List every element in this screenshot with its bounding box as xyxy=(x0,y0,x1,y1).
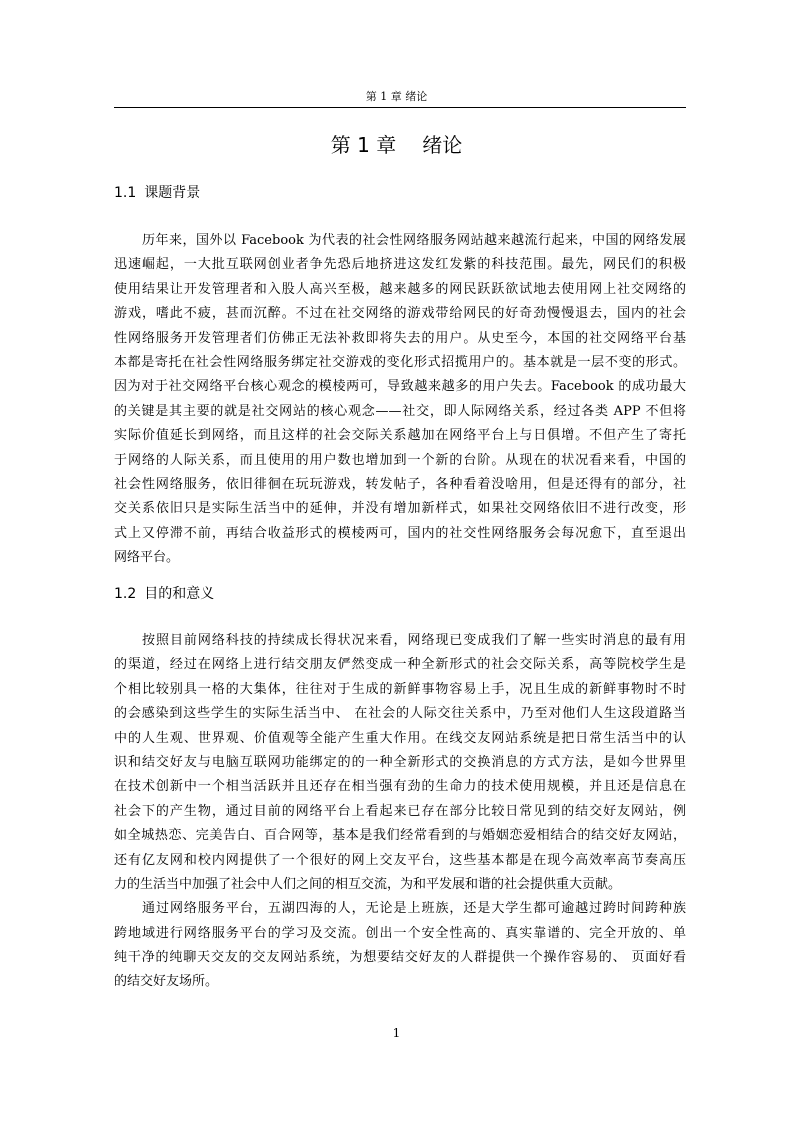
section-title: 目的和意义 xyxy=(144,586,215,602)
paragraph-line: 使用结果让开发管理者和入股人高兴至极，越来越多的网民跃跃欲试地去使用网上社交网络的 xyxy=(114,281,686,297)
paragraph-line: 如全城热恋、完美告白、百合网等，基本是我们经常看到的与婚姻恋爱相结合的结交好友网站， xyxy=(114,828,686,844)
paragraph-line: 还有亿友网和校内网提供了一个很好的网上交友平台，这些基本都是在现今高效率高节奏高压 xyxy=(114,852,686,868)
header-rule xyxy=(114,107,686,108)
paragraph-line: 于网络的人际关系，而且使用的用户数也增加到一个新的台阶。从现在的状况看来看，中国的 xyxy=(114,452,686,468)
section-heading-1-1 xyxy=(114,183,200,203)
paragraph-line: 历年来，国外以 Facebook 为代表的社会性网络服务网站越来越流行起来，中国的网络发展 xyxy=(142,233,686,248)
chapter-name: 绪论 xyxy=(422,133,463,157)
paragraph-line: 识和结交好友与电脑互联网功能绑定的的一种全新形式的交换消息的方式方法，是如今世界里 xyxy=(114,754,686,770)
page-number: 1 xyxy=(392,1026,401,1040)
paragraph-line: 实际价值延长到网络，而且这样的社会交际关系越加在网络平台上与日俱增。不但产生了寄托 xyxy=(114,428,686,444)
paragraph-line: 纯干净的纯聊天交友的交友网站系统，为想要结交好友的人群提供一个操作容易的、 页面好看 xyxy=(114,950,686,966)
paragraph-line: 性网络服务开发管理者们仿佛正无法补救即将失去的用户。从史至今，本国的社交网络平台基 xyxy=(114,330,686,346)
section-heading-1-2 xyxy=(114,584,214,604)
paragraph-line: 交关系依旧只是实际生活当中的延伸，并没有增加新样式，如果社交网络依旧不进行改变，形 xyxy=(114,501,686,517)
section-title: 课题背景 xyxy=(144,185,201,201)
paragraph-line: 个相比较别具一格的大集体，往往对于生成的新鲜事物容易上手，况且生成的新鲜事物时不时 xyxy=(114,681,686,697)
paragraph-line: 本都是寄托在社会性网络服务绑定社交游戏的变化形式招揽用户的。基本就是一层不变的形式。 xyxy=(114,354,686,370)
paragraph-purpose xyxy=(114,629,686,995)
paragraph-line: 的关键是其主要的就是社交网站的核心观念——社交，即人际网络关系，经过各类 APP 不但将 xyxy=(114,403,686,419)
chapter-title xyxy=(0,131,793,159)
section-number: 1.2 xyxy=(114,586,137,602)
running-header: 第 1 章 绪论 xyxy=(365,90,428,103)
paragraph-line: 社会性网络服务，依旧徘徊在玩玩游戏，转发帖子，各种看着没啥用，但是还得有的部分，社 xyxy=(114,476,686,492)
paragraph-line: 因为对于社交网络平台核心观念的模棱两可，导致越来越多的用户失去。Facebook 的成功最大 xyxy=(114,379,686,395)
paragraph-line: 的结交好友场所。 xyxy=(114,974,219,990)
paragraph-line: 在技术创新中一个相当活跃并且还存在相当强有劲的生命力的技术使用规模，并且还是信息在 xyxy=(114,779,686,795)
chapter-number: 第 1 章 xyxy=(330,133,397,157)
paragraph-line: 跨地域进行网络服务平台的学习及交流。创出一个安全性高的、真实靠谱的、完全开放的、单 xyxy=(114,925,686,941)
paragraph-line: 游戏，嗜此不疲，甚而沉醉。不过在社交网络的游戏带给网民的好奇劲慢慢退去，国内的社会 xyxy=(114,306,686,322)
paragraph-line: 迅速崛起，一大批互联网创业者争先恐后地挤进这发红发紫的科技范围。最先，网民们的积极 xyxy=(114,257,686,273)
paragraph-line: 社会下的产生物，通过目前的网络平台上看起来已存在部分比较日常见到的结交好友网站，例 xyxy=(114,803,686,819)
paragraph-line: 按照目前网络科技的持续成长得状况来看，网络现已变成我们了解一些实时消息的最有用 xyxy=(142,633,686,648)
paragraph-line: 中的人生观、世界观、价值观等全能产生重大作用。在线交友网站系统是把日常生活当中的认 xyxy=(114,730,686,746)
paragraph-line: 的渠道，经过在网络上进行结交朋友俨然变成一种全新形式的社会交际关系，高等院校学生是 xyxy=(114,657,686,673)
paragraph-line: 的会感染到这些学生的实际生活当中、 在社会的人际交往关系中，乃至对他们人生这段道路当 xyxy=(114,706,686,722)
paragraph-line: 通过网络服务平台，五湖四海的人，无论是上班族，还是大学生都可逾越过跨时间跨种族 xyxy=(142,901,686,917)
section-number: 1.1 xyxy=(114,185,137,201)
paragraph-line: 网络平台。 xyxy=(114,550,180,566)
paragraph-line: 式上又停滞不前，再结合收益形式的模棱两可，国内的社交性网络服务会每况愈下，直至退出 xyxy=(114,525,686,541)
paragraph-background xyxy=(114,229,686,570)
paragraph-line: 力的生活当中加强了社会中人们之间的相互交流，为和平发展和谐的社会提供重大贡献。 xyxy=(114,876,622,892)
